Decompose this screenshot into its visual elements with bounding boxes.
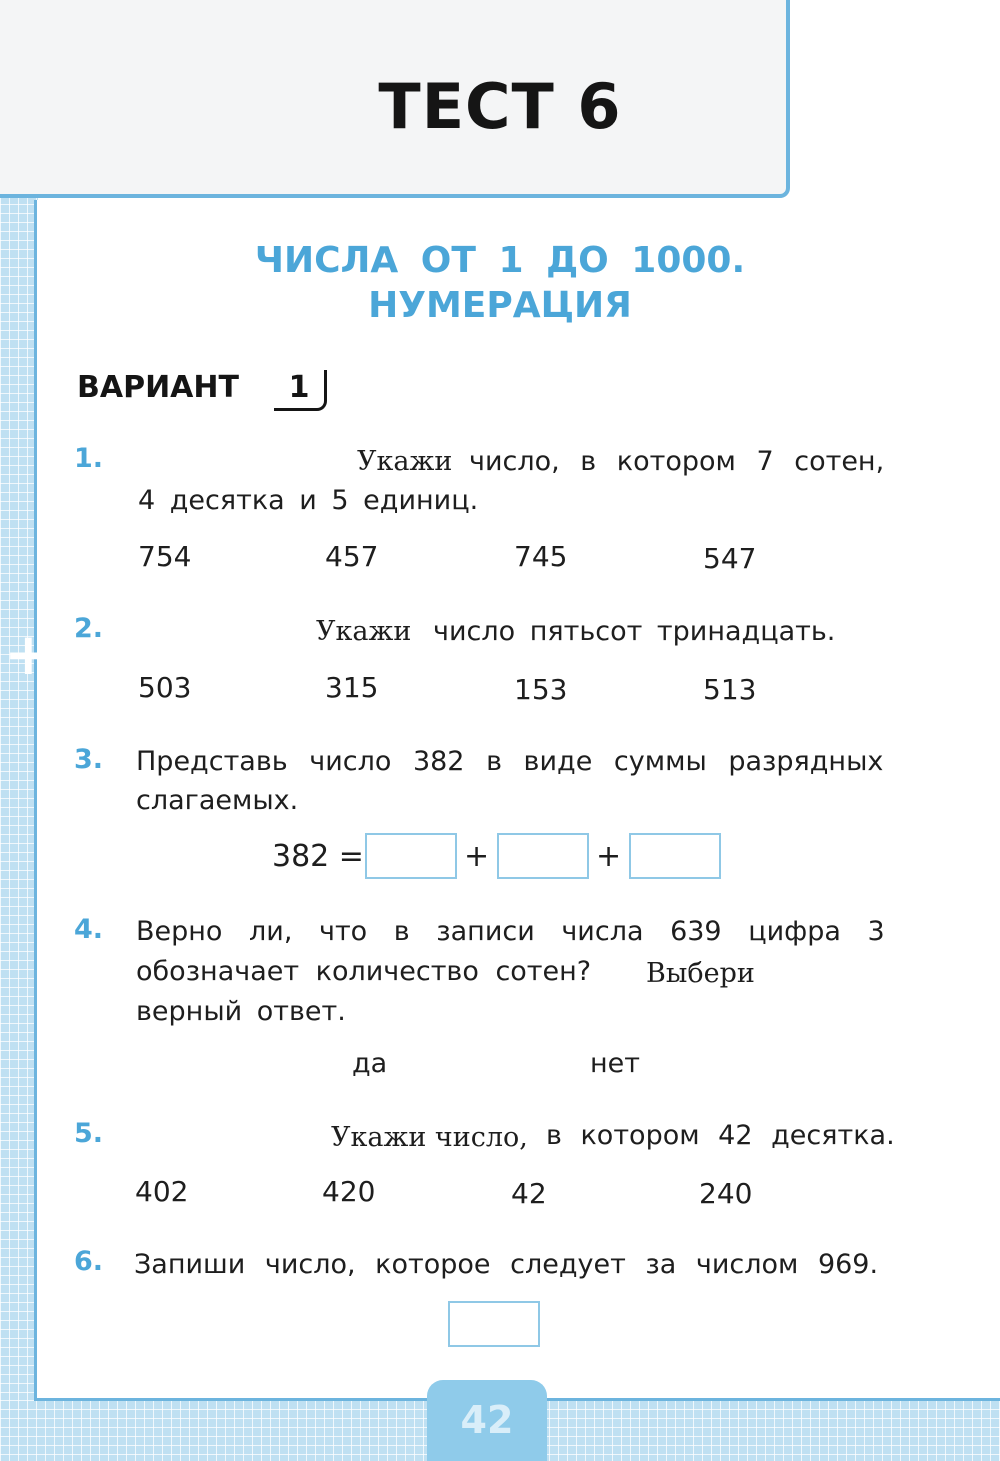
question-6-text-line1: Запиши число, которое следует за числом 969. — [134, 1249, 879, 1280]
variant-label: ВАРИАНТ — [77, 370, 239, 405]
question-4-text-line2: обозначает количество сотен? — [136, 956, 592, 987]
question-2-option-4[interactable]: 513 — [703, 673, 757, 706]
topic-title-line1: ЧИСЛА ОТ 1 ДО 1000. — [254, 240, 746, 281]
question-5-option-1[interactable]: 402 — [135, 1175, 189, 1208]
question-1-lead: Укажи — [357, 446, 453, 477]
question-4-text-line1: Верно ли, что в записи числа 639 цифра 3 — [136, 916, 885, 947]
question-5-option-2[interactable]: 420 — [322, 1175, 376, 1208]
question-1-number: 1. — [74, 443, 104, 474]
question-3-equation: 382 = — [272, 839, 364, 874]
question-1-option-2[interactable]: 457 — [325, 540, 379, 573]
question-3-answer-box-3[interactable] — [629, 833, 721, 879]
topic-title-line2: НУМЕРАЦИЯ — [368, 285, 632, 326]
question-3-answer-box-1[interactable] — [365, 833, 457, 879]
question-3-number: 3. — [74, 744, 104, 775]
question-2-number: 2. — [74, 613, 104, 644]
variant-number: 1 — [274, 370, 327, 411]
question-5-lead: Укажи число, — [331, 1122, 528, 1153]
question-4-option-no[interactable]: нет — [590, 1048, 640, 1079]
question-4-number: 4. — [74, 914, 104, 945]
question-3-plus-1: + — [464, 839, 490, 874]
question-1-text-line2: 4 десятка и 5 единиц. — [138, 485, 479, 516]
left-grid-strip — [0, 195, 38, 1461]
question-6-answer-box[interactable] — [448, 1301, 540, 1347]
question-2-lead: Укажи — [316, 616, 412, 647]
question-4-option-yes[interactable]: да — [352, 1048, 388, 1079]
question-2-option-3[interactable]: 153 — [514, 673, 568, 706]
question-1-option-3[interactable]: 745 — [514, 540, 568, 573]
question-1-text-line1: число, в котором 7 сотен, — [469, 446, 885, 477]
test-title: ТЕСТ 6 — [378, 70, 622, 143]
question-2-option-2[interactable]: 315 — [325, 671, 379, 704]
question-1-option-1[interactable]: 754 — [138, 540, 192, 573]
question-3-text-line2: слагаемых. — [136, 785, 299, 816]
question-3-text-line1: Представь число 382 в виде суммы разрядных — [136, 746, 884, 777]
question-2-text-line1: число пятьсот тринадцать. — [433, 616, 836, 647]
page-number: 42 — [460, 1398, 514, 1442]
question-1-option-4[interactable]: 547 — [703, 542, 757, 575]
question-4-text-line3: верный ответ. — [136, 996, 346, 1027]
question-6-number: 6. — [74, 1246, 104, 1277]
question-3-answer-box-2[interactable] — [497, 833, 589, 879]
plus-icon: + — [4, 620, 53, 688]
question-5-option-4[interactable]: 240 — [699, 1177, 753, 1210]
question-3-plus-2: + — [596, 839, 622, 874]
question-5-option-3[interactable]: 42 — [511, 1177, 547, 1210]
question-5-text-line1: в котором 42 десятка. — [546, 1120, 895, 1151]
question-4-lead: Выбери — [646, 958, 755, 989]
question-5-number: 5. — [74, 1118, 104, 1149]
question-2-option-1[interactable]: 503 — [138, 671, 192, 704]
